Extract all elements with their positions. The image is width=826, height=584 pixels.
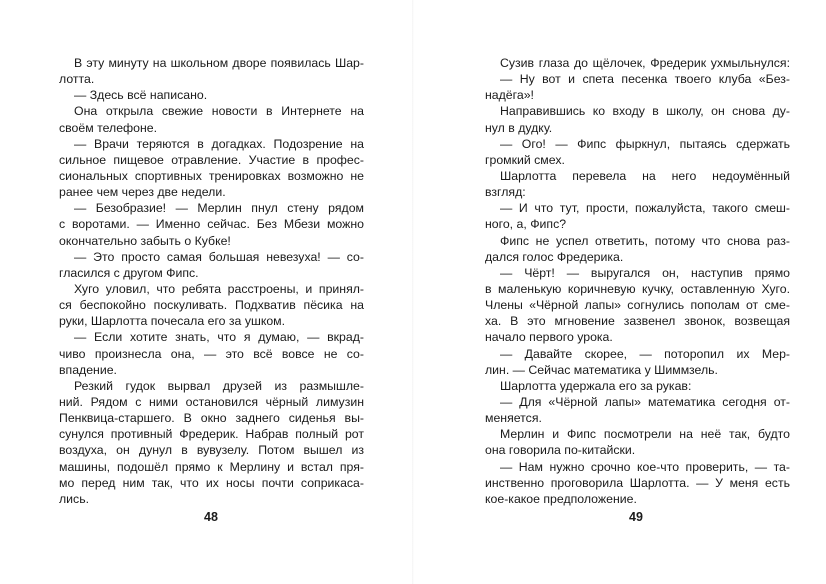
left-page-text — [59, 55, 364, 507]
text-line: Шарлотта перевела на него недоумённый — [500, 168, 790, 183]
text-line: кое-какое предположение. — [485, 491, 637, 506]
text-line: лин. — Сейчас математика у Шиммзель. — [485, 362, 718, 377]
text-line: — Давайте скорее, — поторопил их Мер- — [500, 346, 790, 361]
text-line: Фипс не успел ответить, потому что снова раз- — [500, 233, 790, 248]
right-page-number: 49 — [629, 510, 643, 524]
text-line: Пенквица-старшего. В окно заднего сиденья вы- — [59, 411, 364, 426]
text-line: начало первого урока. — [485, 330, 613, 345]
text-line: ранее чем через две недели. — [59, 185, 226, 200]
text-line: — Врачи теряются в догадках. Подозрение на — [74, 136, 364, 151]
text-line: сильное пищевое отравление. Участие в профес- — [59, 152, 364, 167]
text-line: Она открыла свежие новости в Интернете на — [74, 104, 364, 119]
text-line: руки, Шарлотта почесала его за ушком. — [59, 314, 286, 329]
text-line: своём телефоне. — [59, 120, 158, 135]
text-line: Резкий гудок вырвал друзей из размышле- — [74, 378, 364, 393]
text-line: Хуго уловил, что ребята расстроены, и принял- — [74, 281, 364, 296]
text-line: лись. — [59, 491, 90, 506]
text-line: ся беспокойно поскуливать. Подхватив пёсика на — [59, 298, 364, 313]
text-line: — И что тут, прости, пожалуйста, такого смеш- — [500, 201, 790, 216]
text-line: громкий смех. — [485, 152, 565, 167]
text-line: — Если хотите знать, что я думаю, — вкрад- — [74, 330, 364, 345]
text-line: надёга»! — [485, 88, 534, 103]
text-line: — Ну вот и спета песенка твоего клуба «Без- — [500, 72, 790, 87]
text-line: лотта. — [59, 72, 95, 87]
text-line: Члены «Чёрной лапы» согнулись пополам от сме- — [485, 298, 790, 313]
text-line: В эту минуту на школьном дворе появилась Шар- — [74, 56, 364, 70]
text-line: гласился с другом Фипс. — [59, 265, 199, 280]
text-line: с воротами. — Именно сейчас. Без Мбези можно — [59, 217, 364, 232]
text-line: — Безобразие! — Мерлин пнул стену рядом — [74, 201, 364, 216]
text-line: впадение. — [59, 362, 117, 377]
text-line: воздуха, он дунул в вувузелу. Потом вышел из — [59, 443, 364, 458]
text-line: — Нам нужно срочно кое-что проверить, — та- — [500, 459, 790, 474]
left-page-number: 48 — [204, 510, 218, 524]
right-page-text — [485, 55, 790, 507]
text-line: чиво произнесла она, — это всё вовсе не со- — [59, 346, 364, 361]
text-line: мо перед ним так, что их носы почти соприкаса- — [59, 475, 364, 490]
text-line: сунулся противный Фредерик. Набрав полный рот — [59, 427, 364, 442]
text-line: — Здесь всё написано. — [74, 88, 208, 103]
text-line: дался голос Фредерика. — [485, 249, 624, 264]
text-line: она говорила по-китайски. — [485, 443, 636, 458]
text-line: Направившись ко входу в школу, он снова ду- — [500, 104, 790, 119]
right-page — [413, 0, 826, 584]
text-line: ного, а, Фипс? — [485, 217, 567, 232]
text-line: меняется. — [485, 411, 542, 426]
text-line: сиональных спортивных тренировках возможно не — [59, 168, 364, 183]
text-line: — Это просто самая большая невезуха! — со- — [74, 249, 364, 264]
text-line: Мерлин и Фипс посмотрели на неё так, будто — [500, 427, 790, 442]
text-line: — Ого! — Фипс фыркнул, пытаясь сдержать — [500, 136, 790, 151]
text-line: Шарлотта удержала его за рукав: — [500, 378, 692, 393]
text-line: взгляд: — [485, 185, 526, 200]
text-line: — Для «Чёрной лапы» математика сегодня от- — [500, 394, 790, 409]
text-line: нул в дудку. — [485, 120, 553, 135]
text-line: машины, подошёл прямо к Мерлину и встал пря- — [59, 459, 364, 474]
text-line: Сузив глаза до щёлочек, Фредерик ухмыльнулся: — [500, 56, 790, 70]
text-line: ний. Рядом с ними остановился чёрный лимузин — [59, 394, 364, 409]
text-line: — Чёрт! — выругался он, наступив прямо — [500, 265, 790, 280]
text-line: окончательно забыть о Кубке! — [59, 233, 231, 248]
text-line: в маленькую коричневую кучку, оставленную Хуго. — [485, 281, 790, 296]
text-line: ха. В это мгновение зазвенел звонок, возвещая — [485, 314, 790, 329]
text-line: инственно проговорила Шарлотта. — У меня есть — [485, 475, 790, 490]
